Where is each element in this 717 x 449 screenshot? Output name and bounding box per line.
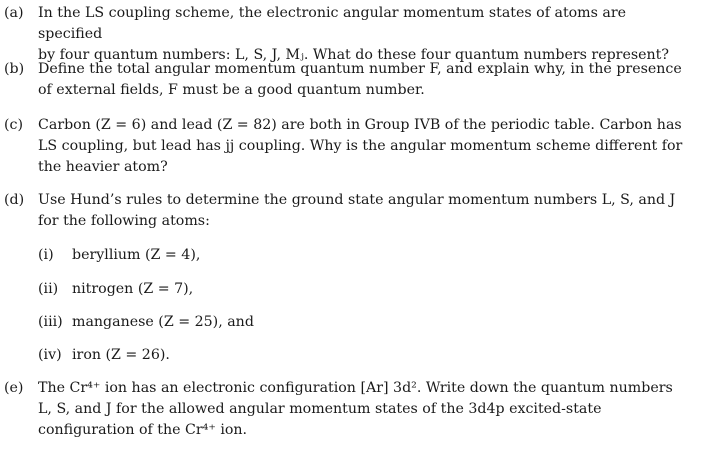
subitem-label: (iv) <box>38 347 62 363</box>
question-text <box>38 190 684 232</box>
question-d <box>4 190 684 232</box>
question-line: LS coupling, but lead has jj coupling. Why is the angular momentum scheme different for <box>38 138 683 154</box>
subitem-text: nitrogen (Z = 7), <box>72 281 194 297</box>
question-label: (b) <box>4 61 25 77</box>
subitem-iii <box>38 312 254 333</box>
question-line: Define the total angular momentum quantum number F, and explain why, in the presence <box>38 61 682 77</box>
subitem-ii <box>38 279 193 300</box>
question-text <box>38 59 684 101</box>
subitem-iv <box>38 345 170 366</box>
subitem-label: (iii) <box>38 314 63 330</box>
question-c <box>4 115 684 178</box>
question-text <box>38 115 684 178</box>
question-label: (c) <box>4 117 24 133</box>
question-line: the heavier atom? <box>38 159 168 175</box>
question-label: (d) <box>4 192 25 208</box>
question-line: L, S, and J for the allowed angular momentum states of the 3d4p excited-state <box>38 401 602 417</box>
subitem-label: (ii) <box>38 281 59 297</box>
subitem-text: beryllium (Z = 4), <box>72 247 201 263</box>
subitem-i <box>38 245 200 266</box>
subitem-text: iron (Z = 26). <box>72 347 170 363</box>
question-line: configuration of the Cr⁴⁺ ion. <box>38 422 248 438</box>
question-label: (a) <box>4 5 24 21</box>
question-b <box>4 59 684 101</box>
question-text <box>38 3 684 66</box>
question-line: Use Hund’s rules to determine the ground state angular momentum numbers L, S, and J <box>38 192 676 208</box>
question-line: of external fields, F must be a good quantum number. <box>38 82 425 98</box>
question-line: In the LS coupling scheme, the electronic angular momentum states of atoms are specified <box>38 5 627 42</box>
question-line: for the following atoms: <box>38 213 210 229</box>
subitem-text: manganese (Z = 25), and <box>72 314 254 330</box>
question-label: (e) <box>4 380 24 396</box>
question-line: The Cr⁴⁺ ion has an electronic configuration [Ar] 3d². Write down the quantum numbers <box>38 380 673 396</box>
question-a <box>4 3 684 66</box>
question-e <box>4 378 684 441</box>
question-text <box>38 378 684 441</box>
subitem-label: (i) <box>38 247 54 263</box>
question-line: by four quantum numbers: L, S, J, Mⱼ. What do these four quantum numbers represent? <box>38 47 669 63</box>
question-line: Carbon (Z = 6) and lead (Z = 82) are both in Group IVB of the periodic table. Carbon has <box>38 117 682 133</box>
